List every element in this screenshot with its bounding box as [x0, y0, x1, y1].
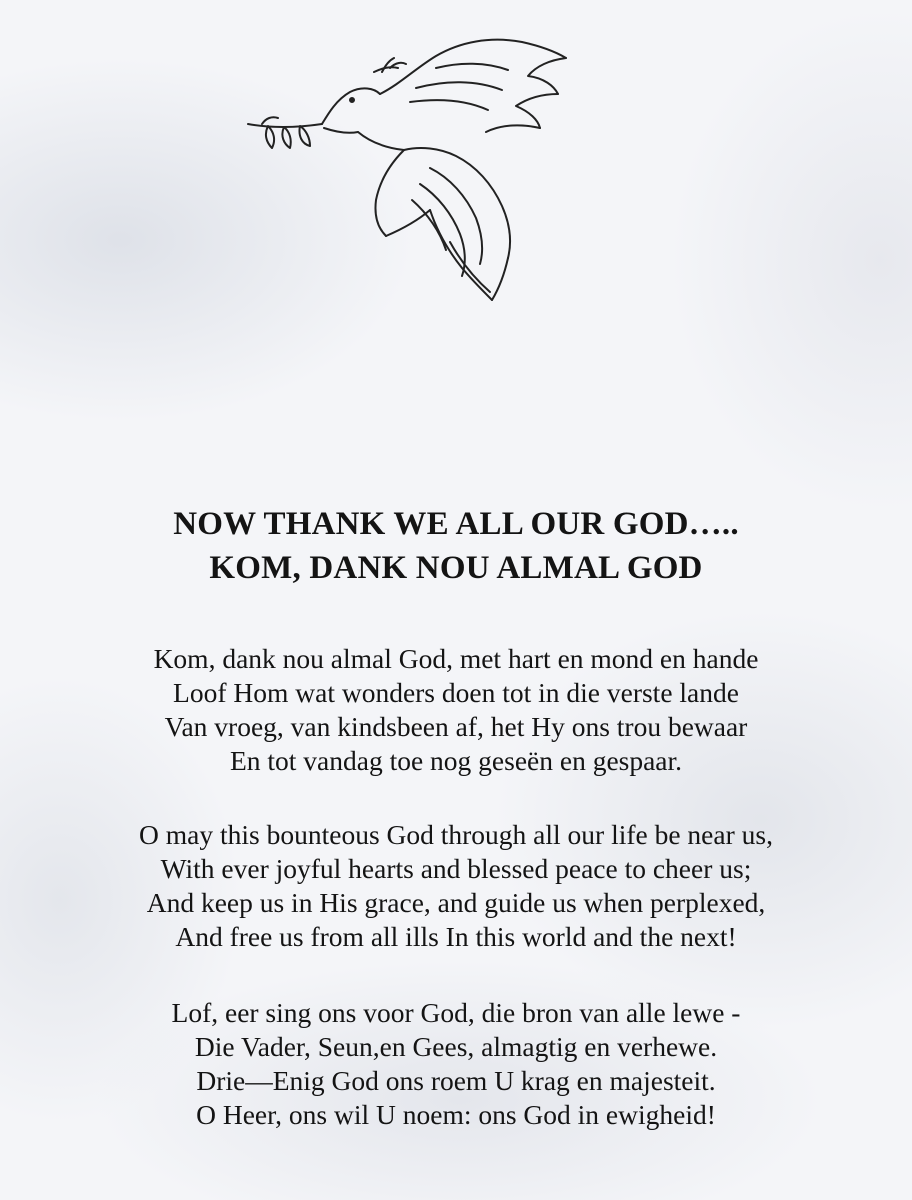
verse-2 [0, 818, 912, 954]
verse-line: Loof Hom wat wonders doen tot in die verste lande [173, 677, 739, 708]
hymn-title-afrikaans: KOM, DANK NOU ALMAL GOD [209, 550, 703, 586]
verse-line: And keep us in His grace, and guide us when perplexed, [146, 887, 766, 918]
verse-line: And free us from all ills In this world and the next! [175, 921, 737, 952]
verse-1 [0, 642, 912, 778]
verse-line: Lof, eer sing ons voor God, die bron van alle lewe - [171, 997, 741, 1028]
verse-line: O Heer, ons wil U noem: ons God in ewigheid! [196, 1099, 716, 1130]
verse-line: Van vroeg, van kindsbeen af, het Hy ons trou bewaar [164, 711, 748, 742]
verse-line: En tot vandag toe nog geseën en gespaar. [229, 745, 683, 776]
verse-line: Die Vader, Seun,en Gees, almagtig en verhewe. [194, 1031, 718, 1062]
verse-line: O may this bounteous God through all our life be near us, [139, 819, 773, 850]
verse-line: Drie—Enig God ons roem U krag en majesteit. [196, 1065, 716, 1096]
dove-with-olive-branch-icon [240, 28, 580, 318]
verse-3 [0, 996, 912, 1132]
hymn-title-english: NOW THANK WE ALL OUR GOD….. [173, 506, 739, 542]
verse-line: With ever joyful hearts and blessed peace to cheer us; [160, 853, 752, 884]
verse-line: Kom, dank nou almal God, met hart en mond en hande [153, 643, 759, 674]
